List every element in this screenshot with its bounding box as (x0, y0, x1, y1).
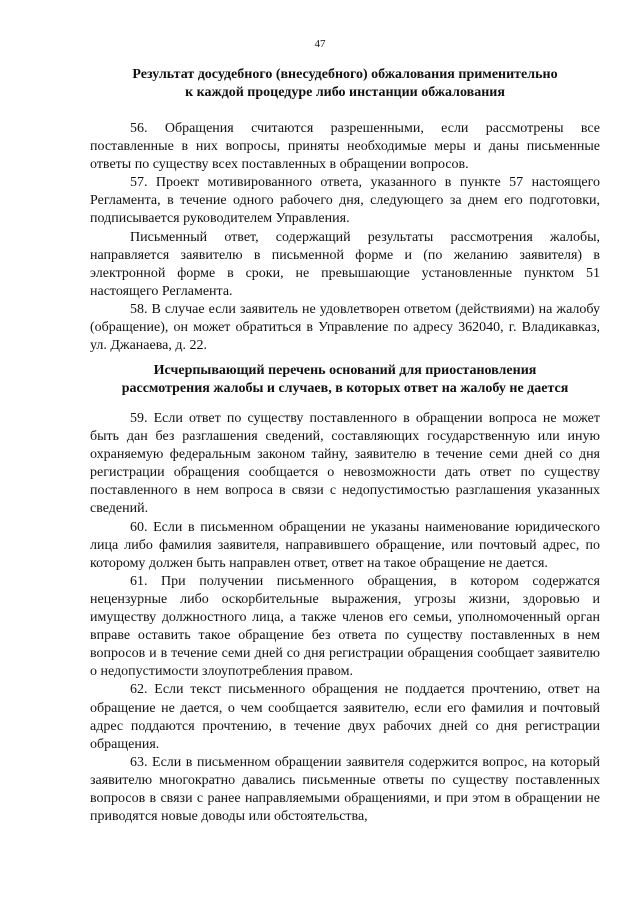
paragraph-62: 62. Если текст письменного обращения не поддается прочтению, ответ на обращение не дается, о чем сообщается заявителю, если его фамилия и почтовый адрес поддаются прочтению, в течение двух рабочих дней со дня регистрации обращения. (90, 682, 600, 752)
section-title-line: к каждой процедуре либо инстанции обжалования (185, 85, 505, 100)
paragraph-56: 56. Обращения считаются разрешенными, если рассмотрены все поставленные в них вопросы, приняты необходимые меры и даны письменные ответы по существу всех поставленных в обращении вопросов. (90, 121, 600, 173)
paragraph-57: 57. Проект мотивированного ответа, указанного в пункте 57 настоящего Регламента, в течение одного рабочего дня, следующего за днем его подготовки, подписывается руководителем Управления. (90, 175, 600, 227)
section-title-appeal-result (90, 66, 600, 102)
section-body-suspension-grounds (90, 410, 600, 826)
paragraph-59: 59. Если ответ по существу поставленного в обращении вопроса не может быть дан без разглашения сведений, составляющих государственную или иную охраняемую федеральным законом тайну, заявителю в течение семи дней со дня регистрации обращения сообщается о невозможности дать ответ по существу поставленного в нем вопроса в связи с недопустимостью разглашения указанных сведений. (90, 411, 600, 517)
page-number: 47 (314, 38, 326, 50)
paragraph-written-reply: Письменный ответ, содержащий результаты рассмотрения жалобы, направляется заявителю в письменной форме и (по желанию заявителя) в электронной форме в сроки, не превышающие установленные пунктом 51 настоящего Регламента. (90, 229, 600, 299)
section-body-appeal-result (90, 120, 600, 355)
section-title-line: Исчерпывающий перечень оснований для приостановления (153, 363, 537, 378)
paragraph-60: 60. Если в письменном обращении не указаны наименование юридического лица либо фамилия заявителя, направившего обращение, или почтовый адрес, по которому должен быть направлен ответ, ответ на такое обращение не дается. (90, 519, 600, 571)
paragraph-63: 63. Если в письменном обращении заявителя содержится вопрос, на который заявителю многократно давались письменные ответы по существу поставленных вопросов в связи с ранее направляемыми обращениями, и при этом в обращении не приводятся новые доводы или обстоятельства, (90, 754, 600, 825)
section-title-line: Результат досудебного (внесудебного) обжалования применительно (132, 67, 558, 82)
paragraph-61: 61. При получении письменного обращения, в котором содержатся нецензурные либо оскорбительные выражения, угрозы жизни, здоровью и имуществу должностного лица, а также членов его семьи, уполномоченный орган вправе оставить такое обращение без ответа по существу поставленных в нем вопросов и в течение семи дней со дня регистрации обращения сообщает заявителю о недопустимости злоупотребления правом. (90, 573, 600, 680)
section-title-line: рассмотрения жалобы и случаев, в которых ответ на жалобу не дается (121, 381, 569, 396)
section-title-suspension-grounds (90, 362, 600, 398)
paragraph-58: 58. В случае если заявитель не удовлетворен ответом (действиями) на жалобу (обращение), он может обратиться в Управление по адресу 362040, г. Владикавказ, ул. Джанаева, д. 22. (90, 301, 600, 354)
